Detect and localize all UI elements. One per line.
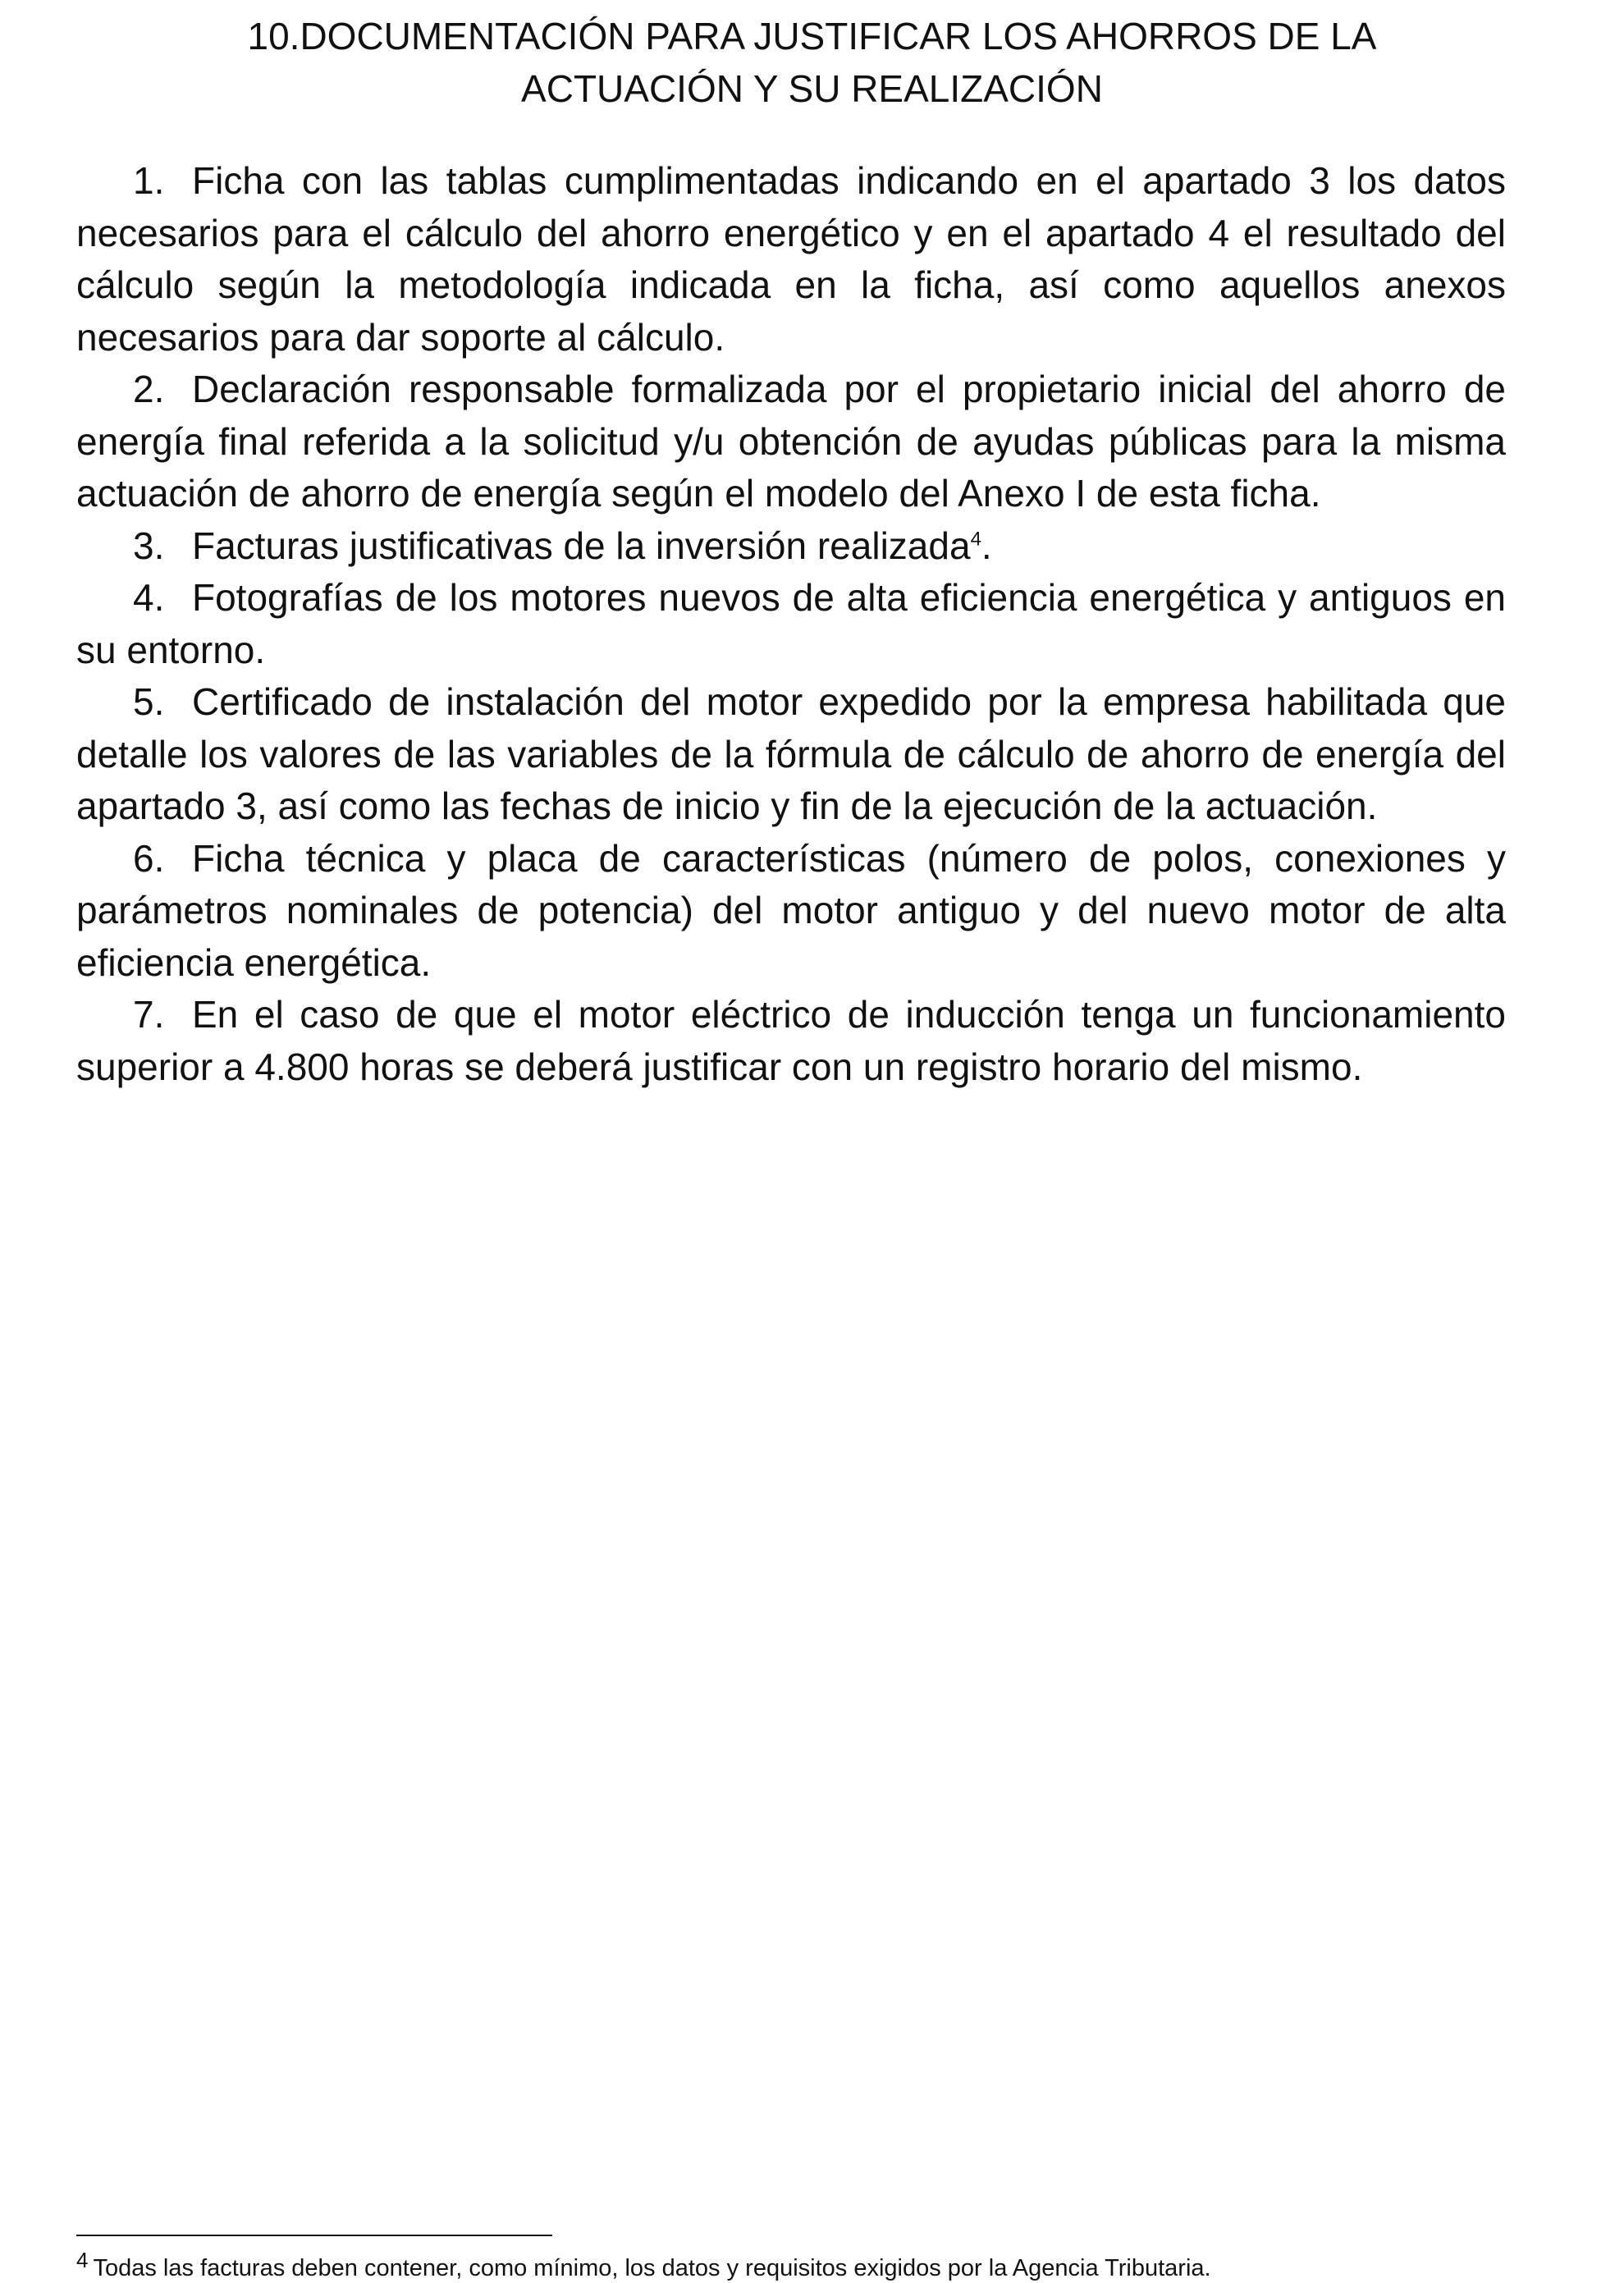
list-item-number: 3. bbox=[133, 524, 165, 567]
footnote-reference[interactable]: 4 bbox=[970, 528, 981, 551]
list-item-number: 6. bbox=[133, 836, 165, 880]
list-item-number: 1. bbox=[133, 159, 165, 202]
list-item-number: 5. bbox=[133, 680, 165, 723]
section-number: 10. bbox=[247, 15, 300, 57]
list-item-text-tail: . bbox=[981, 524, 992, 567]
list-item-text: Declaración responsable formalizada por el propietario inicial del ahorro de energía final referida a la solicitud y/u obtención de ayudas públicas para la misma actuación de ahorro de energía según el modelo del Anexo I de esta ficha. bbox=[76, 368, 1506, 515]
list-item-number: 2. bbox=[133, 368, 165, 410]
list-item bbox=[76, 572, 1506, 676]
list-item-text: En el caso de que el motor eléctrico de inducción tenga un funcionamiento superior a 4.800 horas se deberá justificar con un registro horario del mismo. bbox=[76, 993, 1506, 1088]
list-item-text: Ficha con las tablas cumplimentadas indicando en el apartado 3 los datos necesarios para el cálculo del ahorro energético y en el apartado 4 el resultado del cálculo según la metodología indicada en la ficha, así como aquellos anexos necesarios para dar soporte al cálculo. bbox=[76, 159, 1506, 359]
footnote-separator bbox=[76, 2235, 552, 2236]
list-item bbox=[76, 364, 1506, 520]
section-heading bbox=[0, 10, 1624, 115]
list-item-number: 4. bbox=[133, 576, 165, 619]
list-item-text: Fotografías de los motores nuevos de alta eficiencia energética y antiguos en su entorno. bbox=[76, 576, 1506, 671]
list-item bbox=[76, 676, 1506, 833]
list-item-text: Certificado de instalación del motor expedido por la empresa habilitada que detalle los valores de las variables de la fórmula de cálculo de ahorro de energía del apartado 3, así como las fechas de inicio y fin de la ejecución de la actuación. bbox=[76, 680, 1506, 827]
list-item bbox=[76, 155, 1506, 364]
list-item-text: Ficha técnica y placa de características (número de polos, conexiones y parámetros nominales de potencia) del motor antiguo y del nuevo motor de alta eficiencia energética. bbox=[76, 836, 1506, 984]
footnote-mark: 4 bbox=[76, 2248, 89, 2272]
section-title-text-1: DOCUMENTACIÓN PARA JUSTIFICAR LOS AHORROS DE LA bbox=[300, 15, 1377, 57]
list-item-number: 7. bbox=[133, 993, 165, 1036]
list-item bbox=[76, 520, 1506, 573]
list-item bbox=[76, 989, 1506, 1093]
footnote-text: Todas las facturas deben contener, como mínimo, los datos y requisitos exigidos por la Agencia Tributaria. bbox=[93, 2255, 1211, 2281]
documentation-list bbox=[76, 155, 1506, 1093]
list-item-text bbox=[192, 524, 992, 567]
list-item-text-main: Facturas justificativas de la inversión realizada bbox=[192, 524, 971, 567]
section-heading-line-2: ACTUACIÓN Y SU REALIZACIÓN bbox=[521, 67, 1103, 110]
section-heading-line-1 bbox=[0, 10, 1624, 62]
list-item bbox=[76, 833, 1506, 990]
footnote bbox=[76, 2245, 1506, 2283]
